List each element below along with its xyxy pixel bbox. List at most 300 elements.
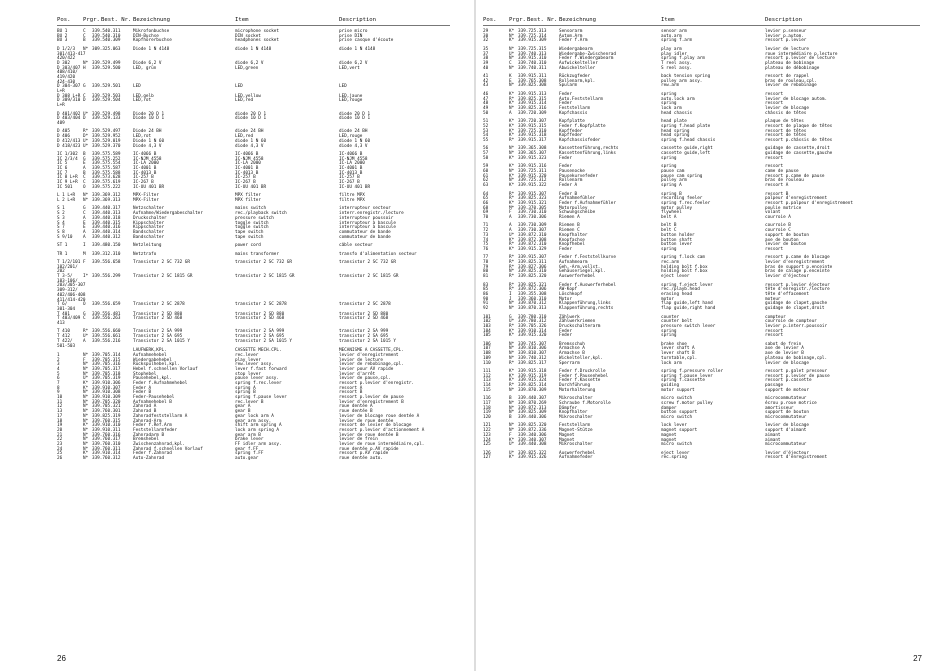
cell-item: lock lever <box>661 423 687 429</box>
cell-item: erasing head <box>661 291 693 297</box>
cell-nr: 339.370.305 <box>518 205 547 211</box>
cell-grp: C <box>83 93 86 99</box>
cell-pos: 126 <box>483 450 491 456</box>
table-row <box>57 186 450 191</box>
cell-desc: LED,rouge <box>339 134 363 140</box>
cell-bez: Feder B <box>559 191 578 197</box>
cell-item: sensor arm <box>661 29 687 34</box>
cell-nr: 339.529.503 <box>92 93 121 99</box>
cell-bez: Schraube f.Motorolle <box>559 400 611 406</box>
cell-nr: 339.529.019 <box>92 138 121 144</box>
cell-grp: K* <box>509 437 515 443</box>
cell-desc: ressort d'enregistrement <box>765 455 828 461</box>
cell-item: shift arm spring A <box>235 423 282 429</box>
cell-bez: Feder f.Feststellkurve <box>559 255 616 261</box>
cell-item: rew.lever assy. <box>235 362 274 368</box>
cell-nr: 339.440.314 <box>92 229 121 235</box>
cell-nr: 339.705.318 <box>92 371 121 377</box>
cell-grp: F <box>83 357 86 363</box>
cell-item: transistor 2 SC 732 GR <box>235 260 292 266</box>
cell-bez: Löschkopf <box>559 291 583 297</box>
cell-bez: Wiedergabearm <box>559 46 593 52</box>
cell-pos: 107 <box>483 346 491 352</box>
cell-grp: A <box>509 223 512 229</box>
cell-pos: 73 <box>483 232 489 238</box>
cell-grp: I <box>509 291 512 297</box>
cell-nr: 339.915.309 <box>518 38 547 44</box>
cell-item: micro switch <box>661 414 693 420</box>
cell-bez: Diode 6,2 V <box>133 60 162 66</box>
cell-grp: G <box>83 156 86 162</box>
cell-nr: 339.529.504 <box>92 98 121 104</box>
cell-nr: 339.825.323 <box>518 196 547 202</box>
cell-desc: filtre MPX <box>339 193 365 199</box>
cell-nr: 339.529.952 <box>92 134 121 140</box>
cell-bez: Feststellarmfeder <box>133 427 177 433</box>
cell-bez: Pausehebel,kpl. <box>133 376 172 382</box>
cell-item: button shaft <box>661 237 693 243</box>
cell-pos: 111 <box>483 368 491 374</box>
cell-pos: T 412 <box>57 334 70 340</box>
cell-item: magnet <box>661 432 677 438</box>
cell-pos: 80 <box>483 269 489 275</box>
cell-nr: 339.529.370 <box>92 143 121 149</box>
cell-item: spring B <box>235 390 256 396</box>
cell-bez: Kopfplatte <box>559 119 585 125</box>
cell-desc: tête d'enregistr./lecture <box>765 287 830 293</box>
cell-nr: 339.915.314 <box>518 101 547 107</box>
cell-desc: aimant <box>765 432 781 438</box>
cell-grp: C <box>509 60 512 66</box>
cell-desc: plateau de débobinage <box>765 65 820 71</box>
cell-desc: interrupteur poussoir <box>339 215 394 221</box>
cell-item: spring f.pause lever <box>661 373 713 379</box>
cell-bez: IC-LA 2000 <box>133 161 159 167</box>
cell-nr: 339.556.216 <box>92 338 121 344</box>
cell-grp: B <box>509 396 512 402</box>
cell-grp: F <box>83 260 86 266</box>
cell-desc: volant <box>765 210 781 216</box>
cell-pos: 48 <box>483 101 489 107</box>
cell-grp: K* <box>509 101 515 107</box>
page-number-right: 27 <box>913 654 922 663</box>
table-row <box>483 157 920 162</box>
cell-nr: 339.825.308 <box>518 83 547 89</box>
cell-pos: 114 <box>483 383 491 389</box>
cell-pos: D 401/402 <box>57 111 81 117</box>
cell-pos: 63 <box>483 183 489 189</box>
cell-bez: Mikroschalter <box>559 414 593 420</box>
cell-item: counter belt <box>661 319 693 325</box>
cell-grp: R* <box>509 287 515 293</box>
cell-desc: ressort B <box>765 191 789 197</box>
cell-pos: 10 <box>57 395 63 401</box>
cell-desc: guidage de cassette,gauche <box>765 151 833 157</box>
cell-nr: 339.915.324 <box>518 378 547 384</box>
cell-bez: Gehäuseriegel,kpl. <box>559 269 606 275</box>
table-row <box>57 236 450 241</box>
cell-grp: K* <box>509 333 515 339</box>
cell-pos: T 3-5/ <box>57 274 73 280</box>
cell-nr: 339.910.314 <box>92 451 121 457</box>
cell-bez: Kassettenführung,rechts <box>559 146 619 152</box>
cell-bez: Transistor 2 SC 2878 <box>133 302 185 308</box>
cell-item: motor support <box>661 387 695 393</box>
cell-pos: 127 <box>483 455 491 461</box>
cell-bez: Kopfchassis <box>559 110 588 116</box>
cell-bez: Feder <box>559 155 572 161</box>
cell-grp: R* <box>509 96 515 102</box>
cell-pos: 42 <box>483 78 489 84</box>
table-row <box>483 67 920 72</box>
cell-grp: C <box>83 29 86 34</box>
cell-nr: 339.725.312 <box>518 178 547 184</box>
cell-bez: Klappenführung,rechts <box>559 306 614 312</box>
cell-desc: ressort <box>765 101 784 107</box>
cell-desc: transistor 2 SC 732 GR <box>339 260 396 266</box>
cell-desc: diode 10 D 1 <box>339 116 371 122</box>
cell-desc: ressort p.came de blocage <box>765 255 830 261</box>
cell-bez: Auto.Feststellarm <box>559 96 603 102</box>
cell-item: turntable,cpl. <box>661 355 698 361</box>
cell-nr: 339.825.314 <box>518 383 547 389</box>
cell-item: rec.arm <box>661 260 680 266</box>
cell-bez: Zahnrad B <box>133 409 157 415</box>
cell-grp: R* <box>509 274 515 280</box>
cell-desc: ressort <box>765 246 784 252</box>
header-nr: Best. Nr. <box>527 17 558 23</box>
cell-pos: 81 <box>483 274 489 280</box>
cell-bez: Magnet-Stütze <box>559 428 593 434</box>
cell-item: spring A <box>661 183 682 189</box>
cell-pos: 76 <box>483 246 489 252</box>
cell-desc: courroie B <box>765 223 791 229</box>
cell-item: rec./playback switch <box>235 211 287 217</box>
cell-pos: D 406 <box>57 134 70 140</box>
cell-pos: D 403/404 <box>57 116 81 122</box>
cell-pos: 119 <box>483 410 491 416</box>
cell-bez: Feder f.Aufnahmefühler <box>559 200 616 206</box>
cell-pos: 86 <box>483 291 489 297</box>
cell-pos: 29 <box>483 29 489 34</box>
cell-desc: support de bouton <box>765 232 809 238</box>
cell-item: spring f.play arm <box>661 56 705 62</box>
cell-desc: ressort p.levier de pause <box>339 395 404 401</box>
cell-desc: prise micro <box>339 29 368 34</box>
cell-pos: L+R <box>57 89 65 95</box>
cell-grp: N* <box>509 269 515 275</box>
cell-nr: 339.810.306 <box>518 346 547 352</box>
cell-grp: N* <box>83 409 89 415</box>
cell-grp: A <box>83 166 86 172</box>
cell-nr: 339.915.322 <box>518 183 547 189</box>
table-row <box>483 334 920 339</box>
cell-desc: MECANISME A CASSETTE,CPL. <box>339 348 404 354</box>
cell-grp: N* <box>83 371 89 377</box>
cell-desc: roue dentée A <box>339 404 373 410</box>
cell-grp: N* <box>509 83 515 89</box>
page-number-left: 26 <box>57 654 66 663</box>
cell-grp: B <box>83 170 86 176</box>
table-row <box>483 416 920 421</box>
cell-nr: 339.575.588 <box>92 170 121 176</box>
cell-pos: IC 2/3/4 <box>57 156 78 162</box>
header-bez: Bezeichnung <box>133 17 171 23</box>
cell-grp: N* <box>83 437 89 443</box>
cell-pos: 104 <box>483 328 491 334</box>
parts-list-right <box>483 30 920 461</box>
table-row <box>483 389 920 394</box>
cell-pos: L+R <box>57 103 65 109</box>
cell-pos: 3 <box>57 362 60 368</box>
cell-pos: 35 <box>483 46 489 52</box>
cell-grp: K* <box>509 183 515 189</box>
table-row <box>483 362 920 367</box>
cell-pos: 85 <box>483 287 489 293</box>
cell-nr: 339.720.307 <box>518 119 547 125</box>
cell-nr: 339.780.310 <box>518 314 547 320</box>
cell-pos: 77 <box>483 255 489 261</box>
cell-bez: Feder <box>559 91 572 97</box>
cell-pos: 6 <box>57 376 60 382</box>
cell-nr: 339.825.319 <box>92 413 121 419</box>
cell-grp: K* <box>509 133 515 139</box>
cell-item: spring <box>661 246 677 252</box>
cell-desc: moteur <box>765 296 781 302</box>
cell-bez: Auswerferhebel <box>559 450 596 456</box>
cell-bez: Kopfchassisfeder <box>559 137 601 143</box>
cell-desc: ressort <box>765 328 784 334</box>
cell-desc: ressort p.levier de lecture <box>765 56 835 62</box>
cell-item: play idler <box>661 51 687 57</box>
cell-item: LED,red <box>235 98 254 104</box>
cell-desc: levier de blocage autom. <box>765 96 828 102</box>
cell-item: auto.lock arm <box>661 96 695 102</box>
cell-desc: diode 24 BH <box>339 129 368 135</box>
cell-desc: interrupteur à bascule <box>339 220 396 226</box>
table-row <box>57 104 450 109</box>
cell-desc: levier de lecture <box>765 46 809 52</box>
cell-item: pause cam <box>661 168 685 174</box>
cell-item: rew.arm <box>661 83 680 89</box>
cell-desc: guidage de clapet,droit <box>765 306 825 312</box>
cell-nr: 339.825.320 <box>518 274 547 280</box>
cell-grp: N* <box>509 56 515 62</box>
cell-pos: D 412/413 <box>57 138 81 144</box>
cell-item: belt A <box>661 214 677 220</box>
cell-item: LED <box>235 84 243 90</box>
cell-item: button holder <box>661 232 695 238</box>
cell-pos: 21 <box>57 432 63 438</box>
cell-pos: 58 <box>483 155 489 161</box>
cell-item: brake lever <box>235 437 264 443</box>
cell-item: flap guide,left hand <box>661 301 713 307</box>
cell-grp: N* <box>509 106 515 112</box>
cell-bez: Riemen C <box>559 228 580 234</box>
cell-pos: D 302 <box>57 60 70 66</box>
cell-desc: commutateur de bande <box>339 234 391 240</box>
cell-pos: 424-430 <box>57 79 76 85</box>
cell-pos: 203/305-307 <box>57 283 86 289</box>
cell-pos: 301-304 <box>57 306 76 312</box>
cell-grp: N* <box>83 362 89 368</box>
cell-pos: 301/413-417 <box>57 51 86 57</box>
cell-bez: Zwischenzahnrad,kpl. <box>133 441 185 447</box>
cell-nr: 339.825.315 <box>518 96 547 102</box>
cell-desc: diode 1 N 60 <box>339 138 371 144</box>
cell-item: spring <box>661 164 677 170</box>
cell-nr: 339.725.311 <box>518 168 547 174</box>
cell-nr: 339.780.312 <box>518 319 547 325</box>
cell-item: IC-4001 B <box>235 166 259 172</box>
cell-item: micro switch <box>661 442 693 448</box>
cell-bez: IC-NJM 4558 <box>133 156 162 162</box>
cell-pos: 43 <box>483 83 489 89</box>
cell-grp: N* <box>83 390 89 396</box>
cell-grp: K* <box>509 128 515 134</box>
cell-pos: 40 <box>483 65 489 71</box>
cell-bez: LED,rot <box>133 98 152 104</box>
cell-item: spring <box>661 101 677 107</box>
cell-bez: Knopfhebel <box>559 242 585 248</box>
cell-item: microphone socket <box>235 29 279 34</box>
cell-bez: MPX-Filter <box>133 197 159 203</box>
cell-desc: diode 20 D 1 <box>339 111 371 117</box>
cell-item: S reel assy. <box>661 65 693 71</box>
cell-desc: axe de levier A <box>765 346 804 352</box>
cell-pos: 22 <box>57 437 63 443</box>
cell-desc: bras de rouleau,cpl. <box>765 78 817 84</box>
cell-desc: ressort B <box>339 390 363 396</box>
cell-bez: LED,rot <box>133 134 152 140</box>
cell-item: diode 20 D 1 <box>235 111 267 117</box>
cell-desc: transistor 2 SA 1015 Y <box>339 338 396 344</box>
cell-item: T reel assy. <box>661 60 693 66</box>
cell-grp: N* <box>509 400 515 406</box>
cell-desc: transistor 2 SD 468 <box>339 316 389 322</box>
cell-item: spring f.rec.lever <box>235 381 282 387</box>
cell-pos: 103 <box>483 323 491 329</box>
cell-grp: N* <box>83 441 89 447</box>
cell-grp: N* <box>83 404 89 410</box>
cell-bez: Bandschalter <box>133 229 165 235</box>
table-row <box>57 199 450 204</box>
cell-nr: 339.915.311 <box>518 74 547 80</box>
cell-bez: Netzschalter <box>133 206 165 212</box>
cell-bez: Kopffeder <box>559 133 583 139</box>
cell-pos: T 410 <box>57 329 70 335</box>
cell-item: gear B <box>235 409 251 415</box>
cell-bez: AW-Kopf <box>559 287 578 293</box>
cell-nr: 339.910.308 <box>92 390 121 396</box>
cell-pos: T 401 <box>57 311 70 317</box>
cell-item: IC-257 B <box>235 175 256 181</box>
cell-grp: R* <box>509 264 515 270</box>
cell-bez: Netzleitung <box>133 243 162 249</box>
cell-nr: 339.705.317 <box>92 366 121 372</box>
cell-nr: 339.705.315 <box>92 357 121 363</box>
cell-item: pulley arm assy. <box>661 78 703 84</box>
cell-grp: O <box>83 302 86 308</box>
cell-desc: ressort p.levier d'enregistr. <box>339 381 415 387</box>
header-item: Item <box>661 17 675 23</box>
cell-item: magnet <box>661 437 677 443</box>
cell-item: transistor 2 SC 1815 GR <box>235 274 295 280</box>
cell-bez: Diode 10 D 1 <box>133 116 165 122</box>
cell-item: lever shaft A <box>661 346 695 352</box>
cell-grp: A <box>509 214 512 220</box>
cell-nr: 339.730.310 <box>518 210 547 216</box>
cell-bez: Kippschalter <box>133 220 165 226</box>
cell-pos: 26 <box>57 456 63 462</box>
cell-pos: D 308 L+R <box>57 93 81 99</box>
cell-item: transistor 2 SD 468 <box>235 316 285 322</box>
cell-nr: 339.725.310 <box>518 128 547 134</box>
cell-grp: C <box>83 211 86 217</box>
cell-bez: Hebel f.schnellen Vorlauf <box>133 366 198 372</box>
cell-nr: 339.915.313 <box>518 91 547 97</box>
cell-bez: Durchführung <box>559 383 591 389</box>
cell-item: headphones socket <box>235 38 279 44</box>
cell-desc: axe de bouton <box>765 237 799 243</box>
cell-desc: levier de rebobinage,cpl. <box>339 362 404 368</box>
cell-pos: 108 <box>483 351 491 357</box>
cell-grp: K* <box>83 381 89 387</box>
cell-item: spring A <box>235 385 256 391</box>
cell-grp: B <box>83 38 86 44</box>
cell-desc: ressort p.cassette <box>765 378 812 384</box>
cell-pos: 25 <box>57 451 63 457</box>
cell-desc: levier de blocage <box>765 106 809 112</box>
cell-nr: 339.760.311 <box>92 446 121 452</box>
cell-desc: ressort p.palpeur d'enregistrement <box>765 200 853 206</box>
cell-pos: 106 <box>483 341 491 347</box>
cell-bez: Kassettenführung,links <box>559 151 616 157</box>
cell-desc: levier d'enregistrement <box>339 352 399 358</box>
cell-pos: IC 501 <box>57 184 73 190</box>
cell-desc: levier d'éjecteur <box>765 274 809 280</box>
cell-bez: Feststellarm <box>559 106 591 112</box>
cell-desc: levier de bouton <box>765 242 807 248</box>
cell-nr: 339.725.313 <box>518 29 547 34</box>
cell-bez: Motorhalterung <box>559 387 596 393</box>
cell-bez: Rollenarm,kpl. <box>559 78 596 84</box>
cell-bez: Wiedergabehebel <box>133 357 172 363</box>
cell-pos: 57 <box>483 151 489 157</box>
cell-item: toggle switch <box>235 220 269 226</box>
cell-bez: Transistor 2 SD 468 <box>133 316 183 322</box>
cell-nr: 339.740.310 <box>518 60 547 66</box>
cell-desc: écrou p.roue motrice <box>765 400 817 406</box>
table-row <box>483 139 920 144</box>
cell-bez: Feder-Pausehebel <box>133 395 175 401</box>
cell-grp: K* <box>509 246 515 252</box>
cell-desc: levier de pause,cpl. <box>339 376 391 382</box>
cell-desc: axe de levier B <box>765 351 804 357</box>
cell-pos: 419/420 <box>57 74 76 80</box>
cell-item: rec.lever <box>235 352 259 358</box>
cell-pos: S 7 <box>57 225 65 231</box>
cell-item: IC-4066 B <box>235 152 259 157</box>
left-page <box>0 0 474 671</box>
cell-bez: LED, grün <box>133 65 157 71</box>
cell-desc: palpeur d'enregistrement <box>765 196 828 202</box>
cell-item: play arm <box>661 46 682 52</box>
cell-nr: 339.529.500 <box>92 65 121 71</box>
cell-grp: R* <box>509 360 515 366</box>
cell-pos: IC 8 L+R <box>57 175 78 181</box>
header-bez: Bezeichnung <box>559 17 597 23</box>
